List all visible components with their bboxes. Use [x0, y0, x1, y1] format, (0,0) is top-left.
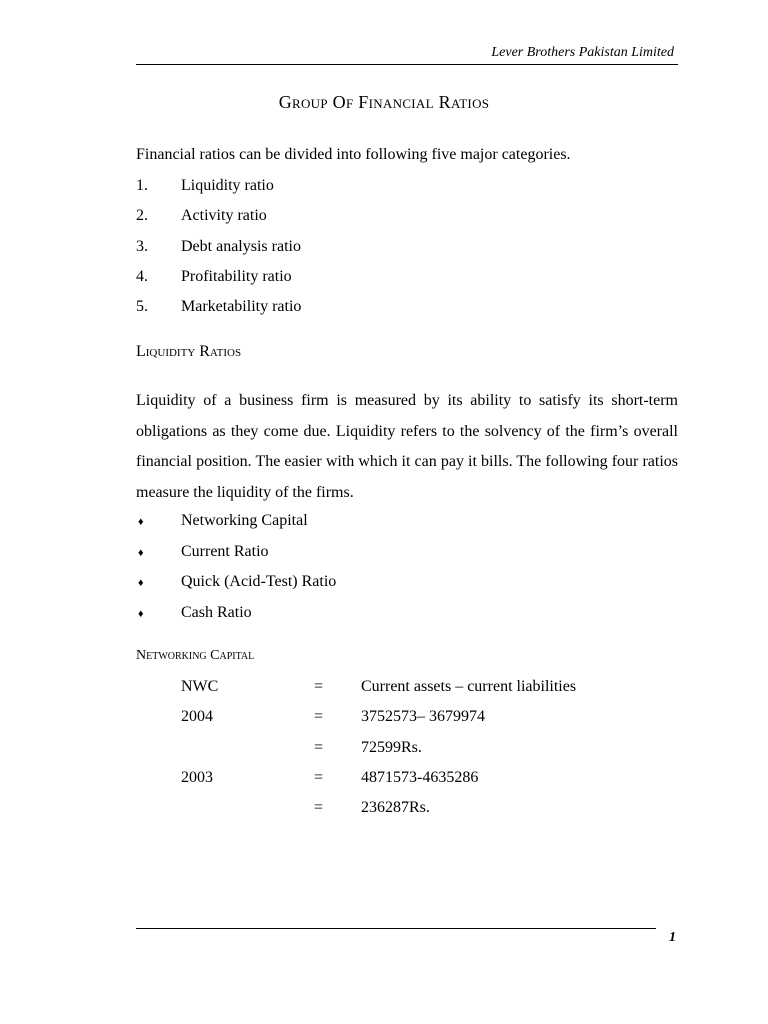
list-item-label: Networking Capital — [181, 512, 308, 529]
header-rule — [136, 64, 678, 65]
list-item-label: Profitability ratio — [181, 267, 292, 285]
diamond-bullet-icon: ♦ — [138, 577, 144, 589]
calc-equals: = — [314, 768, 324, 786]
list-item-label: Current Ratio — [181, 542, 269, 560]
list-item-number: 2. — [136, 207, 148, 225]
calc-equals: = — [314, 738, 324, 756]
list-item-label: Liquidity ratio — [181, 177, 274, 194]
calc-label: 2003 — [181, 768, 213, 786]
calc-value: Current assets – current liabilities — [361, 678, 577, 695]
calc-value: 3752573– 3679974 — [361, 708, 485, 726]
calc-value: 4871573-4635286 — [361, 768, 479, 786]
diamond-bullet-icon: ♦ — [138, 546, 144, 559]
calc-equals: = — [314, 799, 324, 817]
networking-capital-heading: Networking Capital — [136, 648, 255, 663]
calc-equals: = — [314, 678, 324, 695]
footer-rule — [136, 928, 656, 929]
calc-label: 2004 — [181, 708, 213, 726]
list-item-label: Activity ratio — [181, 207, 267, 225]
page-number: 1 — [669, 930, 676, 945]
list-item-label: Cash Ratio — [181, 603, 252, 621]
liquidity-ratios-heading: Liquidity Ratios — [136, 343, 242, 360]
liquidity-paragraph: Liquidity of a business firm is measured by its ability to satisfy its short-term obligations as they come due. Liquidity refers to the solvency of the firm’s overall financial position. The easier with which it can pay it bills. The following four ratios measure the liquidity of the firms. — [136, 392, 678, 501]
page-title: Group Of Financial Ratios — [278, 92, 490, 112]
list-item-label: Quick (Acid-Test) Ratio — [181, 573, 337, 590]
list-item-number: 4. — [136, 267, 148, 285]
diamond-bullet-icon: ♦ — [138, 516, 144, 528]
intro-paragraph: Financial ratios can be divided into following five major categories. — [136, 146, 571, 163]
list-item-label: Marketability ratio — [181, 298, 302, 316]
list-item-number: 1. — [136, 177, 148, 194]
header-company-name: Lever Brothers Pakistan Limited — [491, 45, 674, 60]
calc-label: NWC — [181, 678, 219, 695]
list-item-label: Debt analysis ratio — [181, 237, 301, 255]
list-item-number: 3. — [136, 237, 148, 255]
list-item-number: 5. — [136, 298, 148, 316]
calc-value: 236287Rs. — [361, 799, 430, 817]
calc-equals: = — [314, 708, 324, 726]
calc-value: 72599Rs. — [361, 738, 422, 756]
diamond-bullet-icon: ♦ — [138, 607, 144, 620]
